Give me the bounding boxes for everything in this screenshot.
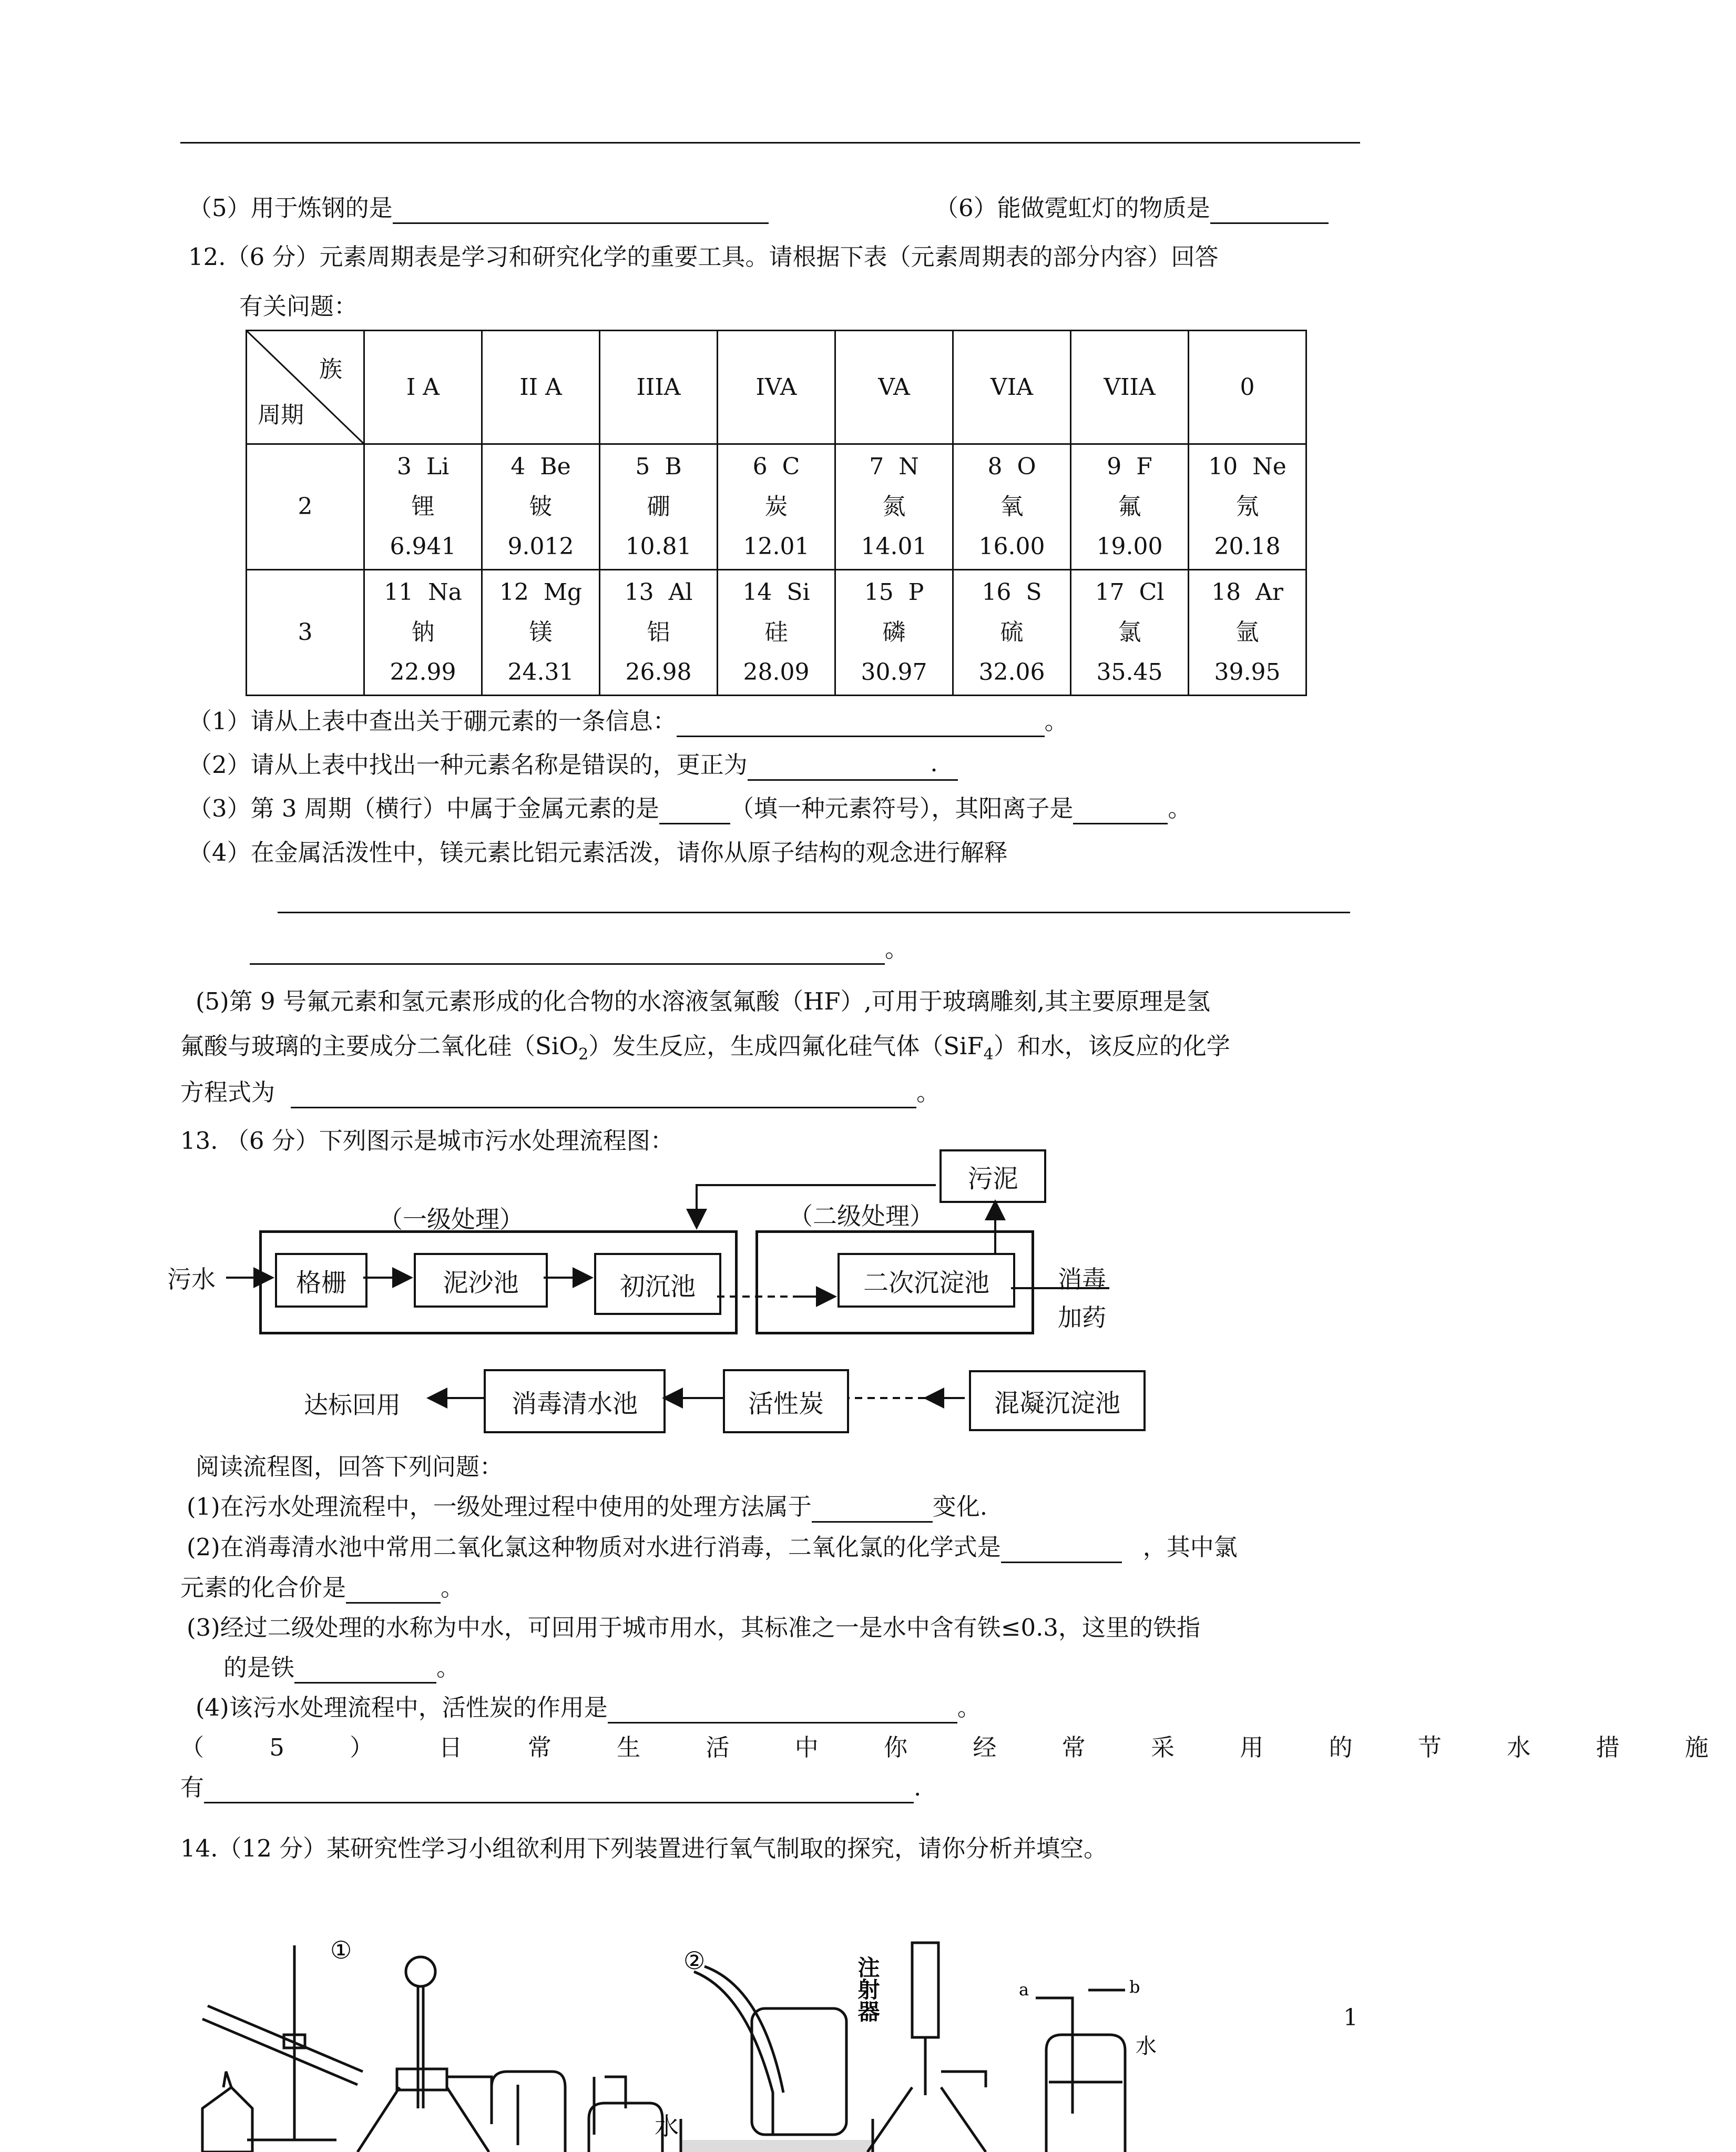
q12-part5-line3: 方程式为 。: [180, 1077, 940, 1108]
group-header: IIIA: [600, 331, 718, 444]
water-label-g: 水: [1136, 2034, 1157, 2058]
element-symbol: P: [908, 579, 924, 606]
atomic-number: 6: [752, 453, 768, 480]
element-symbol: B: [665, 453, 682, 480]
label-b: b: [1129, 1977, 1140, 1997]
atomic-number: 5: [635, 453, 650, 480]
q13-sub4: (4)该污水处理流程中，活性炭的作用是 。: [196, 1692, 981, 1723]
q13-read: 阅读流程图，回答下列问题：: [196, 1453, 504, 1481]
q13-sub2-cont: 元素的化合价是 。: [180, 1572, 464, 1604]
element-name: 铝: [647, 619, 670, 646]
q12-part4-blank2: 。: [250, 933, 908, 965]
sewage-label: 污水: [167, 1265, 216, 1293]
corner-period-label: 周期: [258, 402, 304, 429]
q12-part2: （2）请从上表中找出一种元素名称是错误的，更正为 .: [188, 749, 958, 781]
corner-group-label: 族: [319, 356, 342, 383]
element-symbol: S: [1026, 579, 1042, 606]
element-name: 锂: [411, 493, 435, 520]
atomic-number: 14: [742, 579, 772, 606]
group-header: 0: [1189, 331, 1306, 444]
atomic-number: 17: [1095, 579, 1125, 606]
element-symbol: Cl: [1139, 579, 1165, 606]
element-name: 氧: [1000, 493, 1024, 520]
element-symbol: F: [1136, 453, 1152, 480]
atomic-number: 10: [1208, 453, 1238, 480]
atomic-mass: 39.95: [1214, 659, 1281, 686]
stage1-label: （一级处理）: [379, 1205, 524, 1233]
atomic-mass: 10.81: [625, 533, 692, 560]
atomic-mass: 14.01: [861, 533, 927, 560]
q13-sub2: (2)在消毒清水池中常用二氧化氯这种物质对水进行消毒，二氧化氯的化学式是 ，其中氯: [187, 1532, 1238, 1563]
element-symbol: Be: [540, 453, 571, 480]
q12-intro: 12.（6 分）元素周期表是学习和研究化学的重要工具。请根据下表（元素周期表的部分内容）回答: [188, 243, 1219, 271]
clear-pool-box: 消毒清水池: [484, 1369, 666, 1433]
element-symbol: Ne: [1252, 453, 1286, 480]
atomic-mass: 6.941: [390, 533, 456, 560]
answer-blank[interactable]: [294, 1658, 436, 1684]
atomic-number: 9: [1107, 453, 1122, 480]
atomic-mass: 28.09: [743, 659, 810, 686]
atomic-mass: 26.98: [625, 659, 692, 686]
q13-sub3-cont: 的是铁 。: [223, 1652, 460, 1684]
group-header: IVA: [718, 331, 835, 444]
stage2-label: （二级处理）: [789, 1202, 934, 1230]
atomic-mass: 22.99: [390, 659, 456, 686]
atomic-number: 7: [869, 453, 884, 480]
answer-blank[interactable]: .: [748, 755, 958, 781]
group-header: VIIA: [1071, 331, 1189, 444]
element-symbol: N: [898, 453, 919, 480]
q13-sub1: (1)在污水处理流程中，一级处理过程中使用的处理方法属于 变化.: [187, 1491, 987, 1523]
element-symbol: C: [782, 453, 800, 480]
answer-blank[interactable]: [346, 1578, 441, 1604]
element-name: 氯: [1118, 619, 1141, 646]
q14-intro: 14.（12 分）某研究性学习小组欲利用下列装置进行氧气制取的探究，请你分析并填空。: [180, 1834, 1108, 1862]
label-a: a: [1019, 1980, 1029, 2000]
element-symbol: Na: [428, 579, 462, 606]
atomic-number: 15: [864, 579, 894, 606]
answer-blank[interactable]: [608, 1698, 957, 1723]
element-symbol: Si: [787, 579, 810, 606]
atomic-number: 13: [624, 579, 654, 606]
element-name: 氖: [1235, 493, 1259, 520]
group-header: VIA: [953, 331, 1071, 444]
element-name: 铍: [529, 493, 553, 520]
element-name: 炭: [764, 493, 788, 520]
group-header: I A: [364, 331, 482, 444]
element-symbol: Li: [426, 453, 450, 480]
q11-part6: （6）能做霓虹灯的物质是: [935, 192, 1329, 224]
q12-part1: （1）请从上表中查出关于硼元素的一条信息： 。: [188, 706, 1068, 737]
syringe-label: 注射器: [854, 1956, 881, 2022]
answer-blank[interactable]: [204, 1778, 914, 1803]
atomic-mass: 20.18: [1214, 533, 1281, 560]
atomic-number: 11: [384, 579, 414, 606]
sludge-box: 污泥: [940, 1149, 1046, 1203]
q12-intro-cont: 有关问题：: [239, 292, 358, 320]
element-symbol: Al: [668, 579, 693, 606]
label-circle-2: ②: [683, 1946, 706, 1975]
add-chemical-label: 加药: [1058, 1303, 1106, 1332]
reuse-label: 达标回用: [304, 1391, 401, 1419]
atomic-number: 18: [1211, 579, 1241, 606]
q13-sub3: (3)经过二级处理的水称为中水，可回用于城市用水，其标准之一是水中含有铁≤0.3，这里的铁指: [187, 1614, 1201, 1641]
q12-part4: （4）在金属活泼性中，镁元素比铝元素活泼，请你从原子结构的观念进行解释: [188, 839, 1008, 866]
period-label: 2: [247, 444, 364, 570]
disinfect-label: 消毒: [1058, 1265, 1106, 1293]
atomic-mass: 12.01: [743, 533, 810, 560]
element-name: 硼: [647, 493, 670, 520]
atomic-mass: 30.97: [861, 659, 927, 686]
atomic-number: 12: [499, 579, 529, 606]
element-name: 氩: [1235, 619, 1259, 646]
element-name: 钠: [411, 619, 435, 646]
atomic-mass: 35.45: [1096, 659, 1163, 686]
q13-sub5: （ 5 ） 日 常 生 活 中 你 经 常 采 用 的 节 水 措 施: [180, 1733, 1736, 1761]
atomic-mass: 32.06: [978, 659, 1045, 686]
answer-blank[interactable]: [812, 1497, 933, 1523]
primary-tank-box: 初沉池: [594, 1253, 721, 1315]
water-label-e: 水: [655, 2112, 679, 2140]
atomic-number: 16: [982, 579, 1012, 606]
element-name: 氟: [1118, 493, 1141, 520]
element-name: 磷: [882, 619, 906, 646]
element-symbol: Ar: [1255, 579, 1283, 606]
atomic-number: 3: [396, 453, 412, 480]
grille-box: 格栅: [275, 1253, 367, 1308]
atomic-number: 8: [987, 453, 1003, 480]
element-name: 硅: [764, 619, 788, 646]
element-name: 镁: [529, 619, 553, 646]
atomic-mass: 24.31: [507, 659, 574, 686]
page-number: 1: [1343, 2004, 1358, 2031]
secondary-tank-box: 二次沉淀池: [838, 1253, 1015, 1308]
coagulation-box: 混凝沉淀池: [969, 1370, 1146, 1431]
element-symbol: O: [1017, 453, 1036, 480]
q11-part5: （5）用于炼钢的是: [188, 192, 769, 224]
label-circle-1: ①: [330, 1936, 352, 1964]
atomic-mass: 16.00: [978, 533, 1045, 560]
atomic-number: 4: [510, 453, 526, 480]
lab-apparatus: [0, 1914, 1521, 2152]
answer-blank[interactable]: [1001, 1537, 1122, 1563]
element-symbol: Mg: [543, 579, 583, 606]
q12-part5-line1: (5)第 9 号氟元素和氢元素形成的化合物的水溶液氢氟酸（HF）,可用于玻璃雕刻,其主要原理是氢: [196, 987, 1211, 1015]
q13-sub5-cont: 有 .: [180, 1772, 921, 1803]
sand-box: 泥沙池: [414, 1253, 548, 1308]
group-header: II A: [482, 331, 600, 444]
q12-part5-line2: 氟酸与玻璃的主要成分二氧化硅（SiO$_2$）发生反应，生成四氟化硅气体（SiF$_4$）和水，该反应的化学: [180, 1032, 1230, 1064]
element-name: 硫: [1000, 619, 1024, 646]
q12-part3: （3）第 3 周期（横行）中属于金属元素的是 （填一种元素符号），其阳离子是 。: [188, 793, 1191, 824]
q13-intro: 13. （6 分）下列图示是城市污水处理流程图：: [180, 1127, 674, 1155]
atomic-mass: 9.012: [507, 533, 574, 560]
element-name: 氮: [882, 493, 906, 520]
activated-carbon-box: 活性炭: [723, 1369, 849, 1433]
atomic-mass: 19.00: [1096, 533, 1163, 560]
period-label: 3: [247, 570, 364, 696]
group-header: VA: [835, 331, 953, 444]
